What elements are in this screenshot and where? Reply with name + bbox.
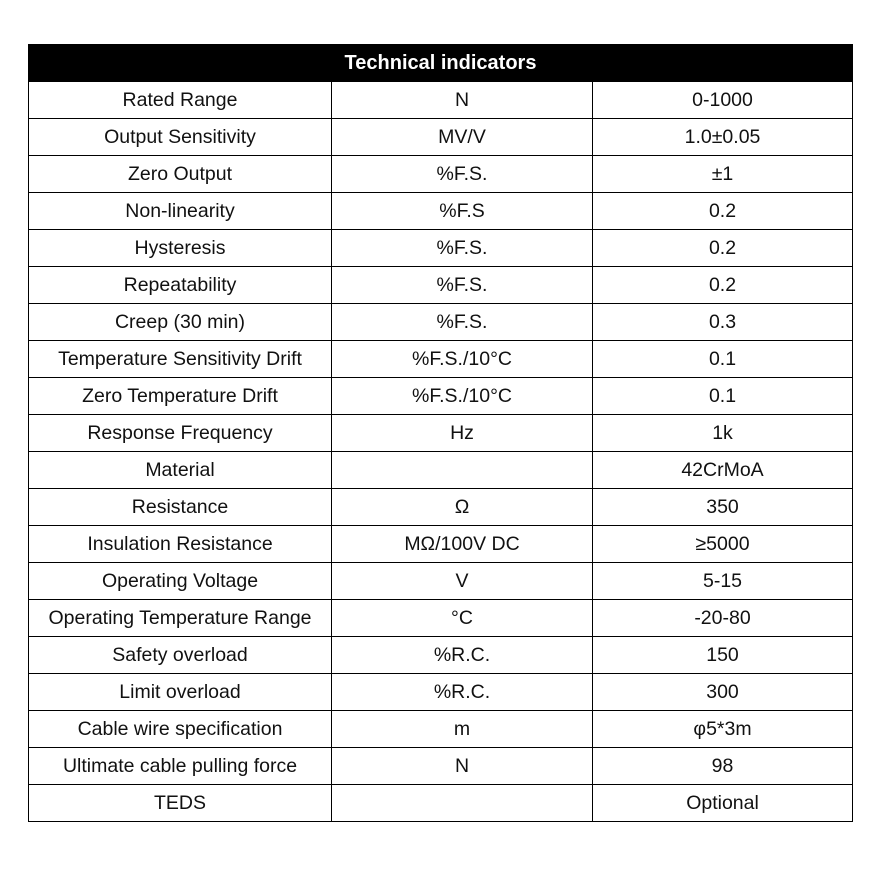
table-row: [29, 674, 853, 711]
value-cell: 0.2: [593, 230, 853, 267]
value-cell: 98: [593, 748, 853, 785]
table-row: [29, 637, 853, 674]
table-row: [29, 600, 853, 637]
table-title-row: [29, 45, 853, 82]
value-cell: 300: [593, 674, 853, 711]
unit-cell: Ω: [332, 489, 593, 526]
parameter-cell: Hysteresis: [29, 230, 332, 267]
value-cell: 350: [593, 489, 853, 526]
value-cell: 0.2: [593, 193, 853, 230]
unit-cell: m: [332, 711, 593, 748]
table-row: [29, 452, 853, 489]
parameter-cell: Safety overload: [29, 637, 332, 674]
unit-cell: %F.S./10°C: [332, 341, 593, 378]
table-body: [29, 82, 853, 822]
table-row: [29, 415, 853, 452]
table-row: [29, 711, 853, 748]
value-cell: 1k: [593, 415, 853, 452]
unit-cell: Hz: [332, 415, 593, 452]
table-row: [29, 119, 853, 156]
parameter-cell: Non-linearity: [29, 193, 332, 230]
parameter-cell: Cable wire specification: [29, 711, 332, 748]
unit-cell: %F.S.: [332, 304, 593, 341]
unit-cell: °C: [332, 600, 593, 637]
unit-cell: N: [332, 82, 593, 119]
value-cell: -20-80: [593, 600, 853, 637]
parameter-cell: Creep (30 min): [29, 304, 332, 341]
table-row: [29, 378, 853, 415]
parameter-cell: Operating Voltage: [29, 563, 332, 600]
parameter-cell: Operating Temperature Range: [29, 600, 332, 637]
unit-cell: %F.S.: [332, 267, 593, 304]
unit-cell: [332, 452, 593, 489]
table-row: [29, 526, 853, 563]
parameter-cell: Material: [29, 452, 332, 489]
table-row: [29, 304, 853, 341]
table-row: [29, 82, 853, 119]
unit-cell: %R.C.: [332, 637, 593, 674]
value-cell: 0.1: [593, 378, 853, 415]
table-title: Technical indicators: [29, 45, 853, 82]
parameter-cell: Temperature Sensitivity Drift: [29, 341, 332, 378]
table-row: [29, 156, 853, 193]
parameter-cell: Response Frequency: [29, 415, 332, 452]
unit-cell: [332, 785, 593, 822]
unit-cell: %F.S: [332, 193, 593, 230]
table-row: [29, 785, 853, 822]
table-row: [29, 230, 853, 267]
parameter-cell: Output Sensitivity: [29, 119, 332, 156]
value-cell: 42CrMoA: [593, 452, 853, 489]
unit-cell: %F.S.: [332, 230, 593, 267]
value-cell: 0.1: [593, 341, 853, 378]
value-cell: 0.2: [593, 267, 853, 304]
parameter-cell: Insulation Resistance: [29, 526, 332, 563]
value-cell: φ5*3m: [593, 711, 853, 748]
unit-cell: %F.S./10°C: [332, 378, 593, 415]
table-row: [29, 489, 853, 526]
table-row: [29, 193, 853, 230]
parameter-cell: Repeatability: [29, 267, 332, 304]
parameter-cell: Zero Output: [29, 156, 332, 193]
technical-indicators-table: [28, 44, 853, 822]
parameter-cell: Limit overload: [29, 674, 332, 711]
unit-cell: MΩ/100V DC: [332, 526, 593, 563]
unit-cell: MV/V: [332, 119, 593, 156]
parameter-cell: Ultimate cable pulling force: [29, 748, 332, 785]
table-row: [29, 341, 853, 378]
parameter-cell: Rated Range: [29, 82, 332, 119]
value-cell: 0-1000: [593, 82, 853, 119]
unit-cell: N: [332, 748, 593, 785]
unit-cell: %F.S.: [332, 156, 593, 193]
value-cell: 150: [593, 637, 853, 674]
value-cell: 1.0±0.05: [593, 119, 853, 156]
value-cell: ≥5000: [593, 526, 853, 563]
table-row: [29, 267, 853, 304]
parameter-cell: Resistance: [29, 489, 332, 526]
value-cell: 5-15: [593, 563, 853, 600]
parameter-cell: Zero Temperature Drift: [29, 378, 332, 415]
unit-cell: V: [332, 563, 593, 600]
value-cell: Optional: [593, 785, 853, 822]
table-row: [29, 563, 853, 600]
value-cell: ±1: [593, 156, 853, 193]
value-cell: 0.3: [593, 304, 853, 341]
table-row: [29, 748, 853, 785]
parameter-cell: TEDS: [29, 785, 332, 822]
unit-cell: %R.C.: [332, 674, 593, 711]
